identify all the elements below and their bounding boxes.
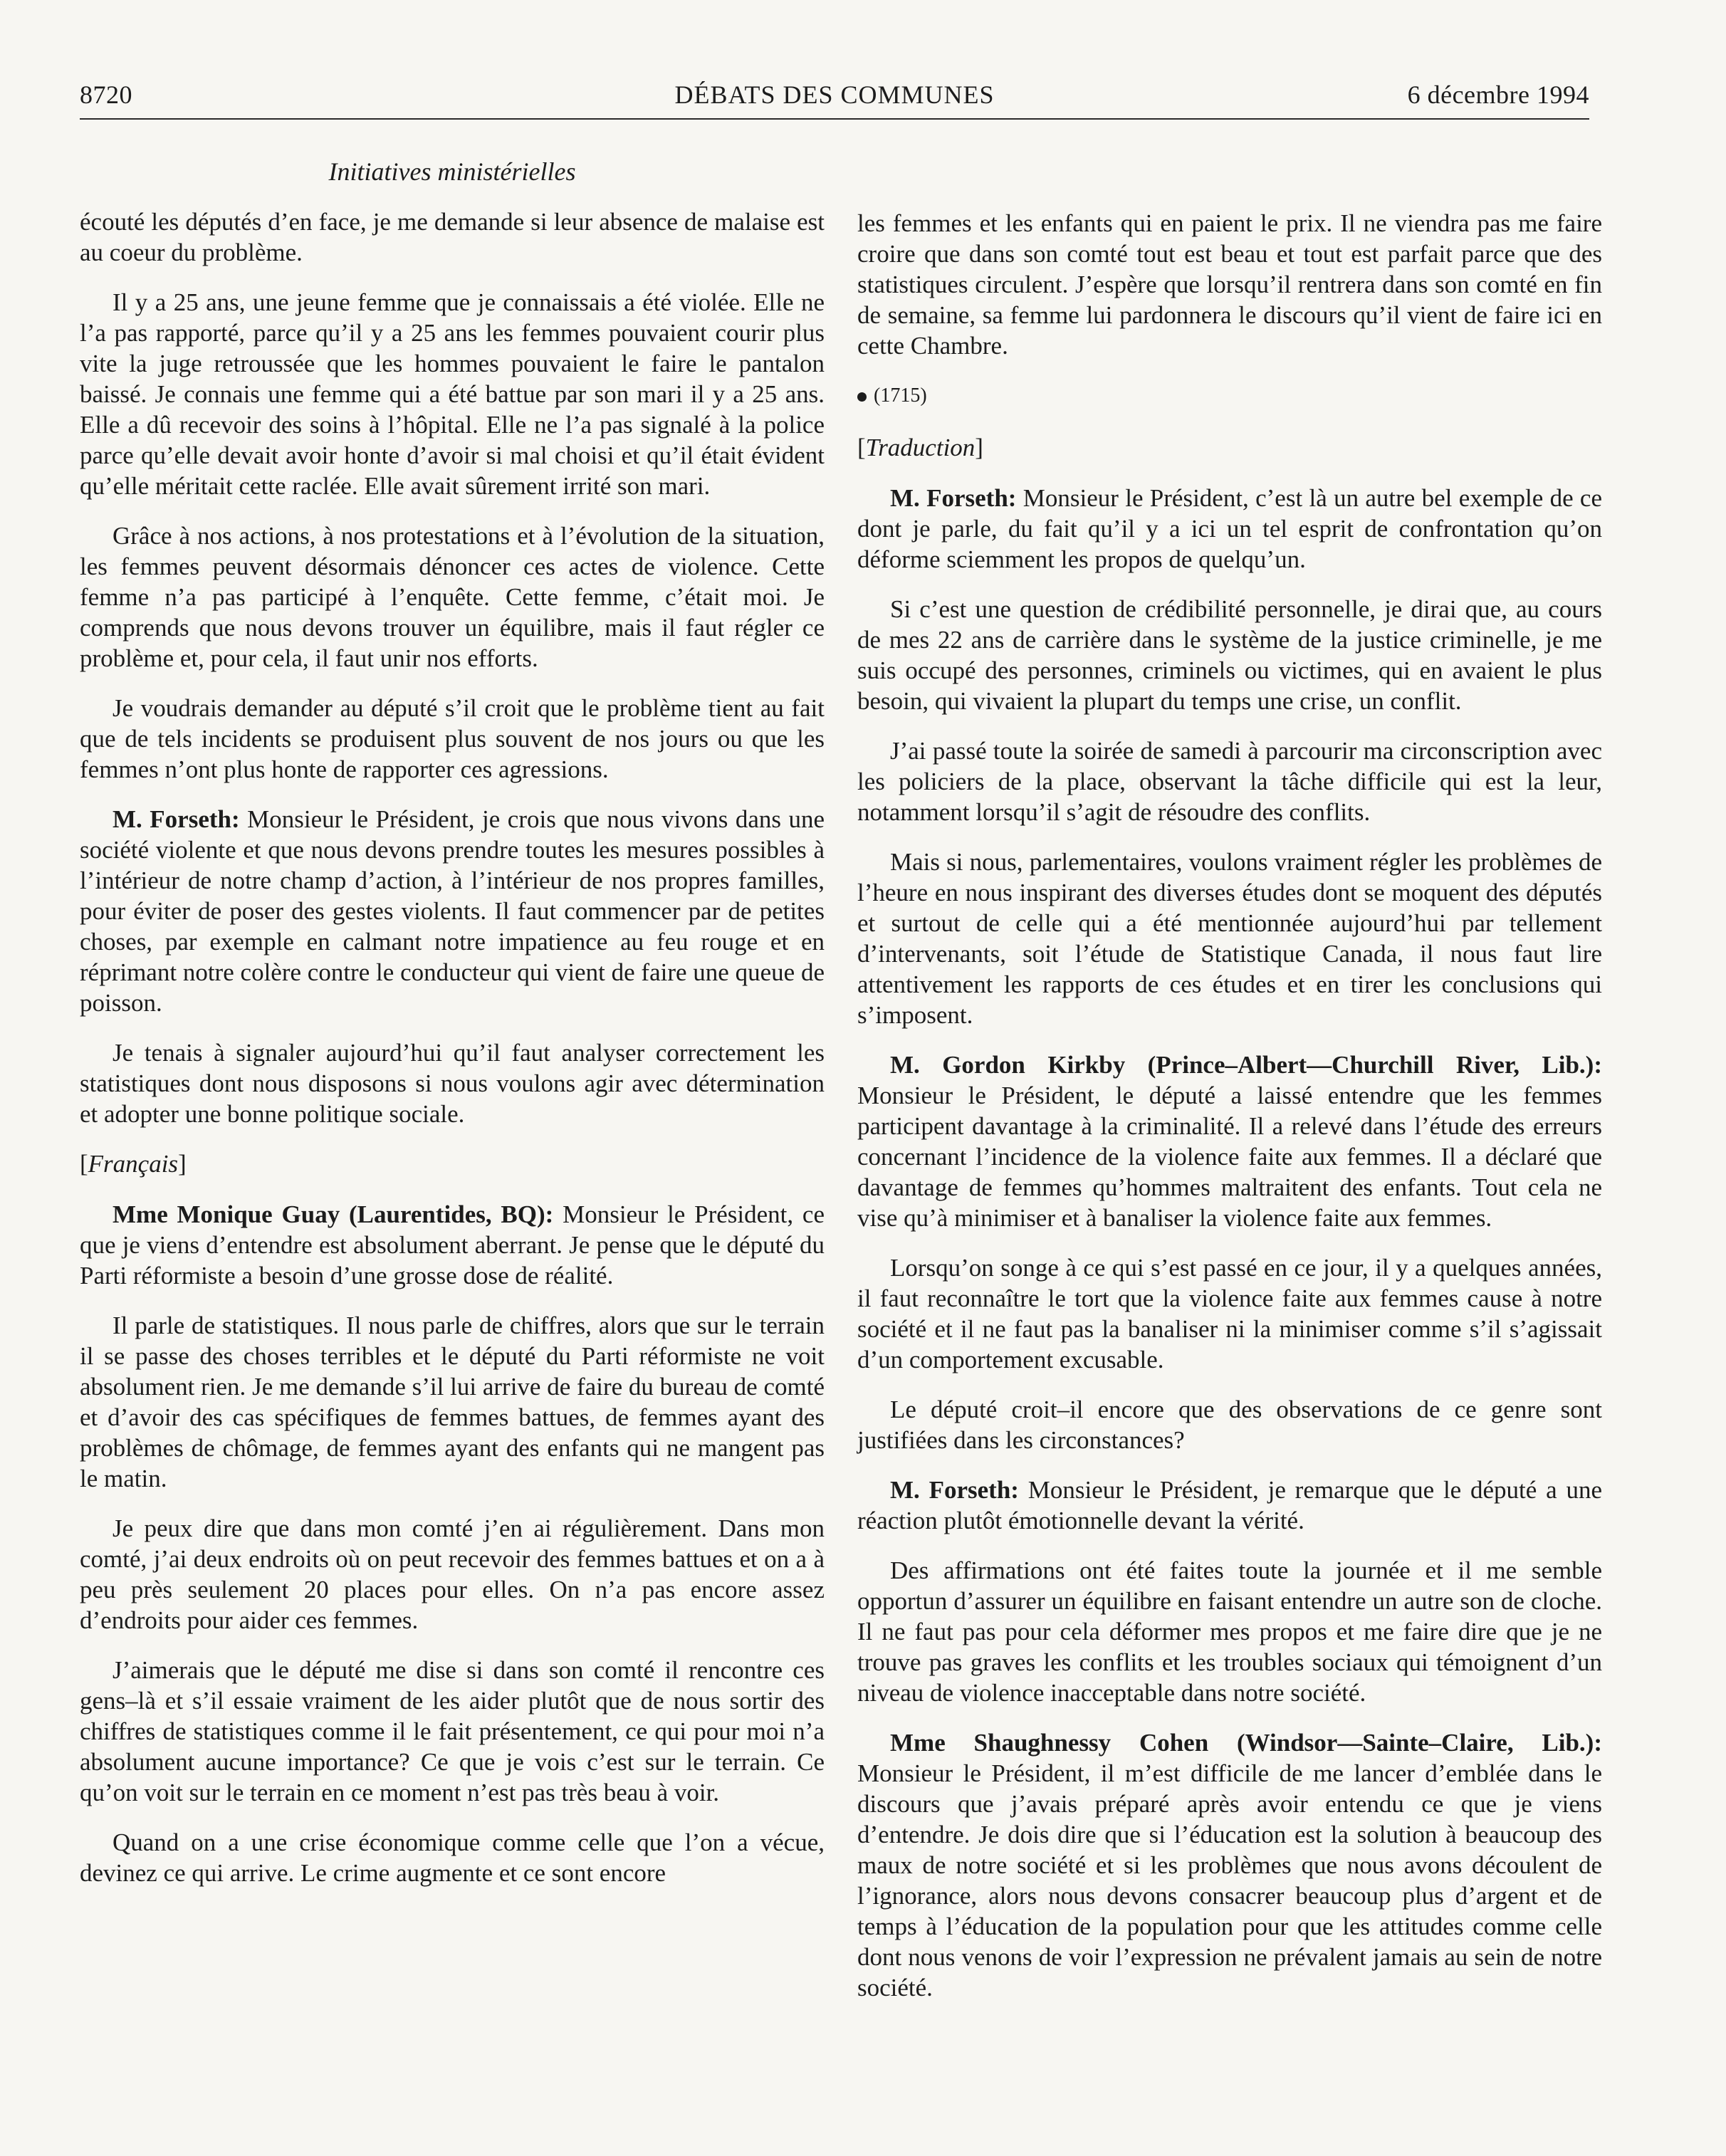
paragraph-text: Monsieur le Président, je crois que nous vivons dans une société violente et que nous devons prendre toutes les mesures possibles à l’intérieur de notre champ d’action, à l’intérieur de nos propres familles, pour éviter de poser des gestes violents. Il faut commencer par de petites choses, par exemple en calmant notre impatience au feu rouge et en réprimant notre colère contre le conducteur qui vient de faire une queue de poisson.	[80, 805, 825, 1017]
language-tag-text: Traduction	[865, 434, 976, 461]
paragraph-text: J’ai passé toute la soirée de samedi à parcourir ma circonscription avec les policiers de la place, observant la tâche difficile qui est la leur, notamment lorsqu’il s’agit de résoudre des conflits.	[857, 737, 1602, 826]
paragraph-text: Lorsqu’on songe à ce qui s’est passé en ce jour, il y a quelques années, il faut reconnaître le tort que la violence faite aux femmes cause à notre société et il ne faut pas la banaliser ni la minimiser comme s’il s’agissait d’un comportement excusable.	[857, 1254, 1602, 1373]
paragraph	[80, 287, 825, 501]
speaker-name: Mme Monique Guay (Laurentides, BQ):	[113, 1200, 554, 1228]
language-tag-text: Français	[88, 1150, 179, 1178]
right-column	[857, 208, 1602, 2022]
paragraph-text: Je tenais à signaler aujourd’hui qu’il faut analyser correctement les statistiques dont nous disposons si nous voulons agir avec détermination et adopter une bonne politique sociale.	[80, 1039, 825, 1128]
paragraph	[857, 736, 1602, 827]
paragraph	[80, 1199, 825, 1291]
paragraph-text: Mais si nous, parlementaires, voulons vraiment régler les problèmes de l’heure en nous inspirant des diverses études dont se moquent des députés et surtout de celle qui a été mentionnée aujourd’hui par tellement d’intervenants, soit l’étude de Statistique Canada, il nous faut lire attentivement les rapports de ces études et en tirer les conclusions qui s’imposent.	[857, 848, 1602, 1029]
paragraph-text: Grâce à nos actions, à nos protestations et à l’évolution de la situation, les femmes peuvent désormais dénoncer ces actes de violence. Cette femme n’a pas participé à l’enquête. Cette femme, c’était moi. Je comprends que nous devons trouver un équilibre, mais il faut régler ce problème et, pour cela, il faut unir nos efforts.	[80, 522, 825, 672]
paragraph	[80, 1827, 825, 1888]
paragraph-text: Monsieur le Président, il m’est difficile de me lancer d’emblée dans le discours que j’avais préparé après avoir entendu ce que je viens d’entendre. Je dois dire que si l’éducation est la solution à beaucoup des maux de notre société et si les problèmes que nous avons découlent de l’ignorance, alors nous devons consacrer beaucoup plus d’argent et de temps à l’éducation de la population pour que les attitudes comme celle dont nous venons de voir l’expression ne prévalent jamais au sein de notre société.	[857, 1759, 1602, 2001]
page-number: 8720	[80, 80, 132, 109]
speaker-name: M. Gordon Kirkby (Prince–Albert—Churchill River, Lib.):	[890, 1051, 1602, 1079]
speaker-name: M. Forseth:	[890, 484, 1017, 512]
paragraph-text: J’aimerais que le député me dise si dans son comté il rencontre ces gens–là et s’il essaie vraiment de les aider plutôt que de nous sortir des chiffres de statistiques comme il le fait présentement, ce qui pour moi n’a absolument aucune importance? Ce que je vois c’est sur le terrain. Ce qu’on voit sur le terrain en ce moment n’est pas très beau à voir.	[80, 1656, 825, 1806]
paragraph	[857, 1555, 1602, 1708]
header-rule	[80, 118, 1589, 120]
paragraph-text: Quand on a une crise économique comme celle que l’on a vécue, devinez ce qui arrive. Le crime augmente et ce sont encore	[80, 1828, 825, 1887]
language-tag: [Traduction]	[857, 434, 983, 461]
paragraph	[80, 1513, 825, 1636]
time-stamp-text: (1715)	[874, 384, 927, 407]
paragraph	[857, 1050, 1602, 1233]
paragraph	[80, 1310, 825, 1494]
publication-title: DÉBATS DES COMMUNES	[674, 80, 995, 109]
paragraph-text: Monsieur le Président, ce que je viens d’entendre est absolument aberrant. Je pense que le député du Parti réformiste a besoin d’une grosse dose de réalité.	[80, 1200, 825, 1289]
paragraph	[857, 208, 1602, 361]
speaker-name: Mme Shaughnessy Cohen (Windsor—Sainte–Claire, Lib.):	[890, 1729, 1602, 1757]
paragraph	[80, 206, 825, 268]
paragraph-text: Il y a 25 ans, une jeune femme que je connaissais a été violée. Elle ne l’a pas rapporté, parce qu’il y a 25 ans les femmes pouvaient courir plus vite la juge retroussée que les hommes pouvaient le faire le pantalon baissé. Je connais une femme qui a été battue par son mari il y a 25 ans. Elle a dû recevoir des soins à l’hôpital. Elle ne l’a pas signalé à la police parce qu’elle devait avoir honte d’avoir si mal choisi et qu’il était évident qu’elle méritait cette raclée. Elle avait sûrement irrité son mari.	[80, 288, 825, 500]
paragraph-text: Je peux dire que dans mon comté j’en ai régulièrement. Dans mon comté, j’ai deux endroits où on peut recevoir des femmes battues et on a à peu près seulement 20 places pour elles. On n’a pas encore assez d’endroits pour aider ces femmes.	[80, 1514, 825, 1634]
paragraph-text: Le député croit–il encore que des observations de ce genre sont justifiées dans les circonstances?	[857, 1396, 1602, 1454]
paragraph	[80, 693, 825, 785]
speaker-name: M. Forseth:	[113, 805, 240, 833]
paragraph-text: les femmes et les enfants qui en paient le prix. Il ne viendra pas me faire croire que dans son comté tout est beau et tout est parfait parce que des statistiques circulent. J’espère que lorsqu’il rentrera dans son comté en fin de semaine, sa femme lui pardonnera le discours qu’il vient de faire ici en cette Chambre.	[857, 209, 1602, 360]
paragraph-text: Si c’est une question de crédibilité personnelle, je dirai que, au cours de mes 22 ans de carrière dans le système de la justice criminelle, je me suis occupé des personnes, criminels ou victimes, qui en avaient le plus besoin, qui vivaient la plupart du temps une crise, un conflit.	[857, 595, 1602, 715]
paragraph	[857, 483, 1602, 575]
paragraph	[857, 1727, 1602, 2003]
paragraph	[80, 804, 825, 1018]
paragraph	[857, 1475, 1602, 1536]
section-heading: Initiatives ministérielles	[328, 157, 576, 186]
paragraph-text: Il parle de statistiques. Il nous parle de chiffres, alors que sur le terrain il se passe des choses terribles et le député du Parti réformiste ne voit absolument rien. Je me demande s’il lui arrive de faire du bureau de comté et d’avoir des cas spécifiques de femmes battues, de femmes ayant des problèmes de chômage, de femmes ayant des enfants qui ne mangent pas le matin.	[80, 1312, 825, 1492]
paragraph-text: Des affirmations ont été faites toute la journée et il me semble opportun d’assurer un équilibre en faisant entendre un autre son de cloche. Il ne faut pas pour cela déformer mes propos et me faire dire que je ne trouve pas graves les conflits et les troubles sociaux qui témoignent d’un niveau de violence inacceptable dans notre société.	[857, 1556, 1602, 1707]
paragraph-text: Monsieur le Président, je remarque que le député a une réaction plutôt émotionnelle devant la vérité.	[857, 1476, 1602, 1534]
paragraph-text: Je voudrais demander au député s’il croit que le problème tient au fait que de tels incidents se produisent plus souvent de nos jours ou que les femmes n’ont plus honte de rapporter ces agressions.	[80, 694, 825, 783]
paragraph-text: Monsieur le Président, c’est là un autre bel exemple de ce dont je parle, du fait qu’il y a ici un tel esprit de confrontation qu’on déforme sciemment les propos de quelqu’un.	[857, 484, 1602, 573]
paragraph-text: Monsieur le Président, le député a laissé entendre que les femmes participent davantage à la criminalité. Il a relevé dans l’étude des erreurs concernant l’incidence de la violence faite aux femmes. Il a déclaré que davantage de femmes qu’hommes maltraitent des enfants. Tout cela ne vise qu’à minimiser et à banaliser la violence faite aux femmes.	[857, 1082, 1602, 1232]
speaker-name: M. Forseth:	[890, 1476, 1019, 1504]
language-tag: [Français]	[80, 1150, 187, 1178]
publication-date: 6 décembre 1994	[1407, 80, 1589, 109]
paragraph	[80, 1655, 825, 1808]
time-stamp	[857, 380, 1602, 411]
page-header	[80, 80, 1589, 122]
paragraph	[80, 520, 825, 674]
paragraph	[80, 1037, 825, 1129]
paragraph	[857, 594, 1602, 716]
paragraph-text: écouté les députés d’en face, je me demande si leur absence de malaise est au coeur du problème.	[80, 208, 825, 266]
left-column	[80, 206, 825, 1908]
paragraph	[857, 1394, 1602, 1455]
paragraph	[857, 847, 1602, 1030]
paragraph	[857, 1252, 1602, 1375]
bullet-icon	[857, 392, 867, 402]
